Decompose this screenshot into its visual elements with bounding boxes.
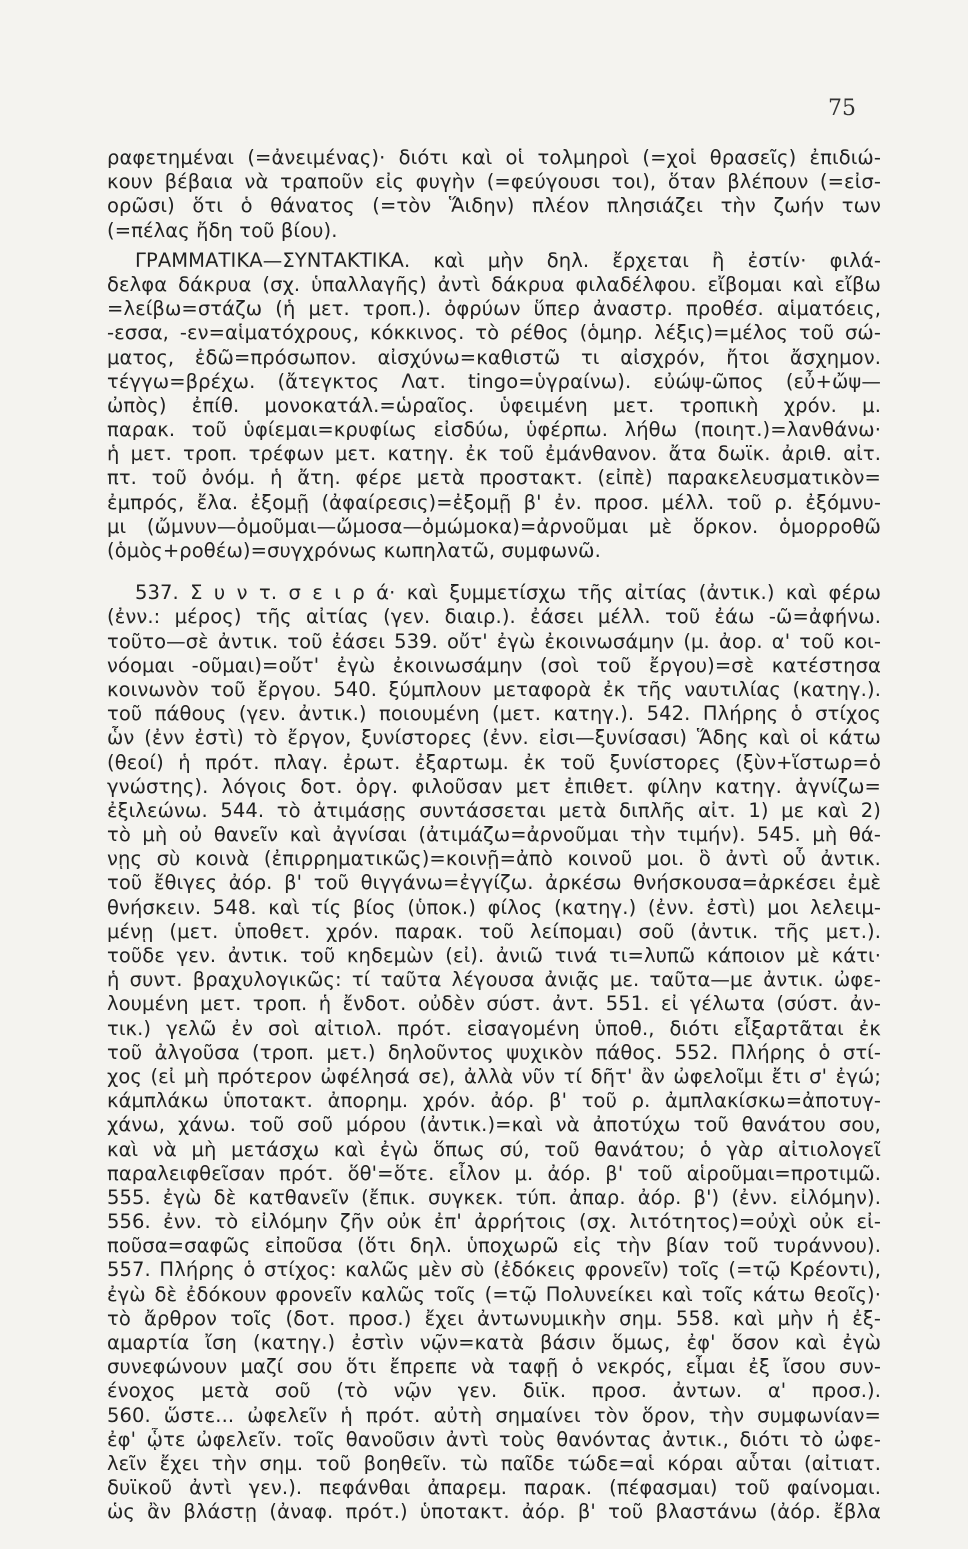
text-line: 537. Σ υ ν τ. σ ε ι ρ ά· καὶ ξυμμετίσχω τῆς αἰτίας (ἀντικ.) καὶ φέρω (135, 581, 881, 605)
text-line: καὶ νὰ μὴ μετάσχω καὶ ἐγὼ ὅπως σύ, τοῦ θανάτου; ὁ γὰρ αἰτιολογεῖ (107, 1137, 881, 1161)
text-line: κάμπλάκω ὑποτακτ. ἀπορημ. χρόν. ἀόρ. β' τοῦ ρ. ἀμπλακίσκω=ἀποτυγ- (107, 1089, 881, 1113)
text-line: ἐξιλεώνω. 544. τὸ ἀτιμάσῃς συντάσσεται μετὰ διπλῆς αἰτ. 1) με καὶ 2) (107, 798, 881, 822)
text-line: γνώστης). λόγοις δοτ. ὀργ. φιλοῦσαν μετ ἐπιθετ. φίλην κατηγ. ἀγνίζω= (107, 774, 881, 798)
text-line: ἡ μετ. τροπ. τρέφων μετ. κατηγ. ἐκ τοῦ ἐμάνθανον. ἄτα δωϊκ. ἀριθ. αἰτ. (107, 442, 881, 466)
text-line: ραφετημέναι (=ἀνειμένας)· διότι καὶ οἱ τολμηροὶ (=χοἱ θρασεῖς) ἐπιδιώ- (107, 146, 881, 169)
text-line: ποῦσα=σαφῶς εἰποῦσα (ὅτι δηλ. ὑποχωρῶ εἰς τὴν βίαν τοῦ τυράννου). (107, 1234, 881, 1258)
text-line: χάνω, χάνω. τοῦ σοῦ μόρου (ἀντικ.)=καὶ νὰ ἀποτύχω τοῦ θανάτου σου, (107, 1113, 881, 1137)
text-line: μένῃ (μετ. ὑποθετ. χρόν. παρακ. τοῦ λείπομαι) σοῦ (ἀντικ. τῆς μετ.). (107, 919, 881, 943)
text-line: ὡς ἂν βλάστῃ (ἀναφ. πρότ.) ὑποτακτ. ἀόρ. β' τοῦ βλαστάνω (ἀόρ. ἔβλα (107, 1500, 881, 1524)
text-line: τὸ ἄρθρον τοῖς (δοτ. προσ.) ἔχει ἀντωνυμικὴν σημ. 558. καὶ μὴν ἡ ἐξ- (107, 1306, 881, 1330)
text-line: πτ. τοῦ ὀνόμ. ἡ ἄτη. φέρε μετὰ προστακτ. (εἰπὲ) παρακελευσματικὸν= (107, 466, 881, 490)
text-line: 555. ἐγὼ δὲ κατθανεῖν (ἔπικ. συγκεκ. τύπ. ἀπαρ. ἀόρ. β') (ἐνν. εἰλόμην). (107, 1185, 881, 1209)
text-line: τοῦ ἔθιγες ἀόρ. β' τοῦ θιγγάνω=ἐγγίζω. ἀρκέσω θνήσκουσα=ἀρκέσει ἐμὲ (107, 871, 881, 895)
text-line: παρακ. τοῦ ὑφίεμαι=κρυφίως εἰσδύω, ὑφέρπω. λήθω (ποιητ.)=λανθάνω· (107, 418, 881, 442)
text-line: κουν βέβαια νὰ τραποῦν εἰς φυγὴν (=φεύγουσι τοι), ὅταν βλέπουν (=εἰσ- (107, 170, 881, 194)
text-line (107, 1525, 881, 1549)
text-line: τικ.) γελῶ ἐν σοὶ αἰτιολ. πρότ. εἰσαγομένη ὑποθ., διότι εἶξαρτᾶται ἐκ (107, 1016, 881, 1040)
text-line: μι (ὤμνυν—ὀμοῦμαι—ὤμοσα—ὀμώμοκα)=ἀρνοῦμαι μὲ ὅρκον. ὁμορροθῶ (107, 514, 881, 538)
text-line: δυϊκοῦ ἀντὶ γεν.). πεφάνθαι ἀπαρεμ. παρακ. (πέφασμαι) τοῦ φαίνομαι. (107, 1476, 881, 1500)
text-line: κοινωνὸν τοῦ ἔργου. 540. ξύμπλουν μεταφορὰ ἐκ τῆς ναυτιλίας (κατηγ.). (107, 677, 881, 701)
text-line: (ἐνν.: μέρος) τῆς αἰτίας (γεν. διαιρ.). ἐάσει μέλλ. τοῦ ἐάω -ῶ=ἀφήνω. (107, 605, 881, 629)
text-line: τοῦ πάθους (γεν. ἀντικ.) ποιουμένη (μετ. κατηγ.). 542. Πλήρης ὁ στίχος (107, 702, 881, 726)
text-line: ἡ συντ. βραχυλογικῶς: τί ταῦτα λέγουσα ἀνιᾷς με. ταῦτα—με ἀντικ. ὠφε- (107, 968, 881, 992)
text-line: νῃς σὺ κοινὰ (ἐπιρρηματικῶς)=κοινῇ=ἀπὸ κοινοῦ μοι. ὃ ἀντὶ οὗ ἀντικ. (107, 847, 881, 871)
text-line: ματος, ἐδῶ=πρόσωπον. αἰσχύνω=καθιστῶ τι αἰσχρόν, ἤτοι ἄσχημον. (107, 345, 881, 369)
text-line: λουμένη μετ. τροπ. ἡ ἔνδοτ. οὐδὲν σύστ. ἀντ. 551. εἰ γέλωτα (σύστ. ἀν- (107, 992, 881, 1016)
text-line: (ὁμὸς+ροθέω)=συγχρόνως κωπηλατῶ, συμφωνῶ. (107, 539, 601, 562)
text-line: τέγγω=βρέχω. (ἄτεγκτος Λατ. tingo=ὑγραίνω). εὐώψ-ῶπος (εὖ+ὤψ— (107, 369, 881, 393)
text-line: ὧν (ἐνν ἐστὶ) τὸ ἔργον, ξυνίστορες (ἐνν. εἰσι—ξυνίσασι) Ἅδης καὶ οἱ κάτω (107, 726, 881, 750)
text-line: ἐφ' ᾧτε ὠφελεῖν. τοῖς θανοῦσιν ἀντὶ τοὺς θανόντας ἀντικ., διότι τὸ ὠφε- (107, 1427, 881, 1451)
text-line: =λείβω=στάζω (ἡ μετ. τροπ.). ὀφρύων ὕπερ ἀναστρ. προθέσ. αἱματόεις, (107, 297, 881, 321)
text-line: 560. ὥστε... ὠφελεῖν ἡ πρότ. αὐτὴ σημαίνει τὸν ὅρον, τὴν συμφωνίαν= (107, 1403, 881, 1427)
text-line: (=πέλας ἤδη τοῦ βίου). (107, 218, 338, 242)
text-line: ὠπὸς) ἐπίθ. μονοκατάλ.=ὡραῖος. ὑφειμένη μετ. τροπικὴ χρόν. μ. (107, 393, 881, 417)
commentary-text (107, 146, 881, 1549)
text-line: ἐγὼ δὲ ἐδόκουν φρονεῖν καλῶς τοῖς (=τῷ Πολυνείκει καὶ τοῖς κάτω θεοῖς)· (107, 1282, 881, 1306)
section-heading-line: ΓΡΑΜΜΑΤΙΚΑ—ΣΥΝΤΑΚΤΙΚΑ. καὶ μὴν δηλ. ἔρχεται ἢ ἐστίν· φιλά- (135, 248, 881, 272)
text-line: δελφα δάκρυα (σχ. ὑπαλλαγῆς) ἀντὶ δάκρυα φιλαδέλφου. εἴβομαι καὶ εἴβω (107, 272, 881, 296)
text-line: ένοχος μετὰ σοῦ (τὸ νῷν γεν. διϊκ. προσ. ἀντων. α' προσ.). (107, 1379, 881, 1403)
text-line: παραλειφθεῖσαν πρότ. ὅθ'=ὅτε. εἶλον μ. ἀόρ. β' τοῦ αἱροῦμαι=προτιμῶ. (107, 1161, 881, 1185)
text-line: συνεφώνουν μαζί σου ὅτι ἔπρεπε νὰ ταφῇ ὁ νεκρός, εἶμαι ἐξ ἴσου συν- (107, 1355, 881, 1379)
text-line: τοῦδε γεν. ἀντικ. τοῦ κηδεμὼν (εἰ). ἀνιῶ τινά τι=λυπῶ κάποιον μὲ κάτι· (107, 944, 881, 967)
page-number: 75 (828, 96, 856, 121)
text-line: λεῖν ἔχει τὴν σημ. τοῦ βοηθεῖν. τὼ παῖδε τώδε=αἱ κόραι αὗται (αἰτιατ. (107, 1451, 881, 1475)
text-line: ορῶσι) ὅτι ὁ θάνατος (=τὸν Ἅιδην) πλέον πλησιάζει τὴν ζωήν των (107, 194, 881, 218)
text-line: χος (εἰ μὴ πρότερον ὠφέλησά σε), ἀλλὰ νῦν τί δῆτ' ἂν ὠφελοῖμι ἔτι σ' ἐγώ; (107, 1064, 881, 1088)
text-line: αμαρτία ἴση (κατηγ.) ἐστὶν νῷν=κατὰ βάσιν ὅμως, ἐφ' ὅσον καὶ ἐγὼ (107, 1331, 881, 1354)
text-line: (θεοί) ἡ πρότ. πλαγ. ἐρωτ. ἐξαρτωμ. ἐκ τοῦ ξυνίστορες (ξὺν+ἵστωρ=ὁ (107, 750, 881, 774)
text-line: θνήσκειν. 548. καὶ τίς βίος (ὑποκ.) φίλος (κατηγ.) (ἐνν. ἐστὶ) μοι λελειμ- (107, 895, 881, 919)
text-line: τὸ μὴ οὐ θανεῖν καὶ ἀγνίσαι (ἀτιμάζω=ἀρνοῦμαι τὴν τιμήν). 545. μὴ θά- (107, 823, 881, 847)
text-line: τοῦ ἀλγοῦσα (τροπ. μετ.) δηλοῦντος ψυχικὸν πάθος. 552. Πλήρης ὁ στί- (107, 1040, 881, 1064)
text-line: 557. Πλήρης ὁ στίχος: καλῶς μὲν σὺ (ἐδόκεις φρονεῖν) τοῖς (=τῷ Κρέοντι), (107, 1258, 881, 1282)
text-line: τοῦτο—σὲ ἀντικ. τοῦ ἐάσει 539. οὔτ' ἐγὼ ἐκοινωσάμην (μ. ἀορ. α' τοῦ κοι- (107, 629, 881, 653)
text-line: ἐμπρός, ἔλα. ἐξομῇ (ἀφαίρεσις)=ἐξομῇ β' ἐν. προσ. μέλλ. τοῦ ρ. ἐξόμνυ- (107, 490, 881, 514)
text-line: νόομαι -οῦμαι)=οὔτ' ἐγὼ ἐκοινωσάμην (σοὶ τοῦ ἔργου)=σὲ κατέστησα (107, 653, 881, 677)
text-line: 556. ἐνν. τὸ εἰλόμην ζῆν οὐκ ἐπ' ἀρρήτοις (σχ. λιτότητος)=οὐχὶ οὐκ εἰ- (107, 1210, 881, 1234)
text-line: -εσσα, -εν=αἱματόχρους, κόκκινος. τὸ ρέθος (ὁμηρ. λέξις)=μέλος τοῦ σώ- (107, 321, 881, 345)
